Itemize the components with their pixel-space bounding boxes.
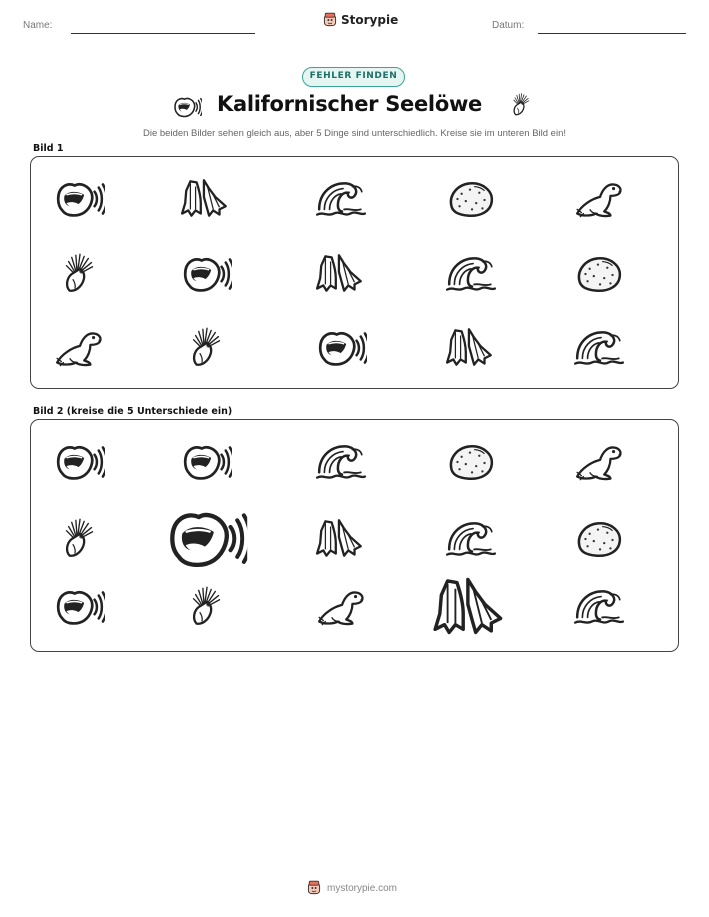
rock-icon[interactable] [445,178,497,220]
rock-icon[interactable] [445,441,497,483]
wave-icon[interactable] [315,441,367,483]
footer-url[interactable]: mystorypie.com [327,882,398,894]
picture1-label: Bild 1 [33,143,64,154]
storypie-logo-icon [322,12,338,28]
wave-icon[interactable] [315,178,367,220]
wave-icon[interactable] [573,586,625,628]
name-line[interactable] [71,33,255,34]
flippers-icon[interactable] [445,327,497,369]
brand-logo [322,12,398,28]
mouth-sound-icon[interactable] [164,505,247,572]
date-line[interactable] [538,33,686,34]
name-label: Name: [23,20,53,31]
picture2-panel [30,419,679,652]
mouth-sound-icon[interactable] [53,441,105,483]
flippers-icon[interactable] [315,518,367,560]
storypie-logo-icon [306,880,322,896]
mouth-sound-icon[interactable] [53,178,105,220]
flippers-icon[interactable] [180,178,232,220]
sea-anemone-icon[interactable] [180,586,232,628]
sea-lion-icon[interactable] [315,586,367,628]
mouth-sound-icon[interactable] [53,586,105,628]
date-label: Datum: [492,20,525,31]
picture2-label: Bild 2 (kreise die 5 Unterschiede ein) [33,406,233,417]
sea-lion-icon[interactable] [53,327,105,369]
flippers-icon[interactable] [432,576,510,639]
activity-badge: FEHLER FINDEN [302,67,405,87]
mouth-sound-icon [172,95,202,119]
rock-icon[interactable] [573,253,625,295]
title-row [0,92,709,122]
sea-anemone-icon[interactable] [53,518,105,560]
mouth-sound-icon[interactable] [180,441,232,483]
sea-anemone-icon[interactable] [53,253,105,295]
sea-lion-icon[interactable] [573,441,625,483]
flippers-icon[interactable] [315,253,367,295]
rock-icon[interactable] [573,518,625,560]
instructions: Die beiden Bilder sehen gleich aus, aber 5 Dinge sind unterschiedlich. Kreise sie im unteren Bild ein! [143,128,566,139]
sea-anemone-icon [506,91,536,119]
wave-icon[interactable] [445,253,497,295]
mouth-sound-icon[interactable] [180,253,232,295]
footer [306,880,397,896]
mouth-sound-icon[interactable] [315,327,367,369]
sea-lion-icon[interactable] [573,178,625,220]
picture1-panel [30,156,679,389]
wave-icon[interactable] [573,327,625,369]
worksheet-title: Kalifornischer Seelöwe [217,92,482,116]
wave-icon[interactable] [445,518,497,560]
brand-name: Storypie [341,13,399,27]
sea-anemone-icon[interactable] [180,327,232,369]
